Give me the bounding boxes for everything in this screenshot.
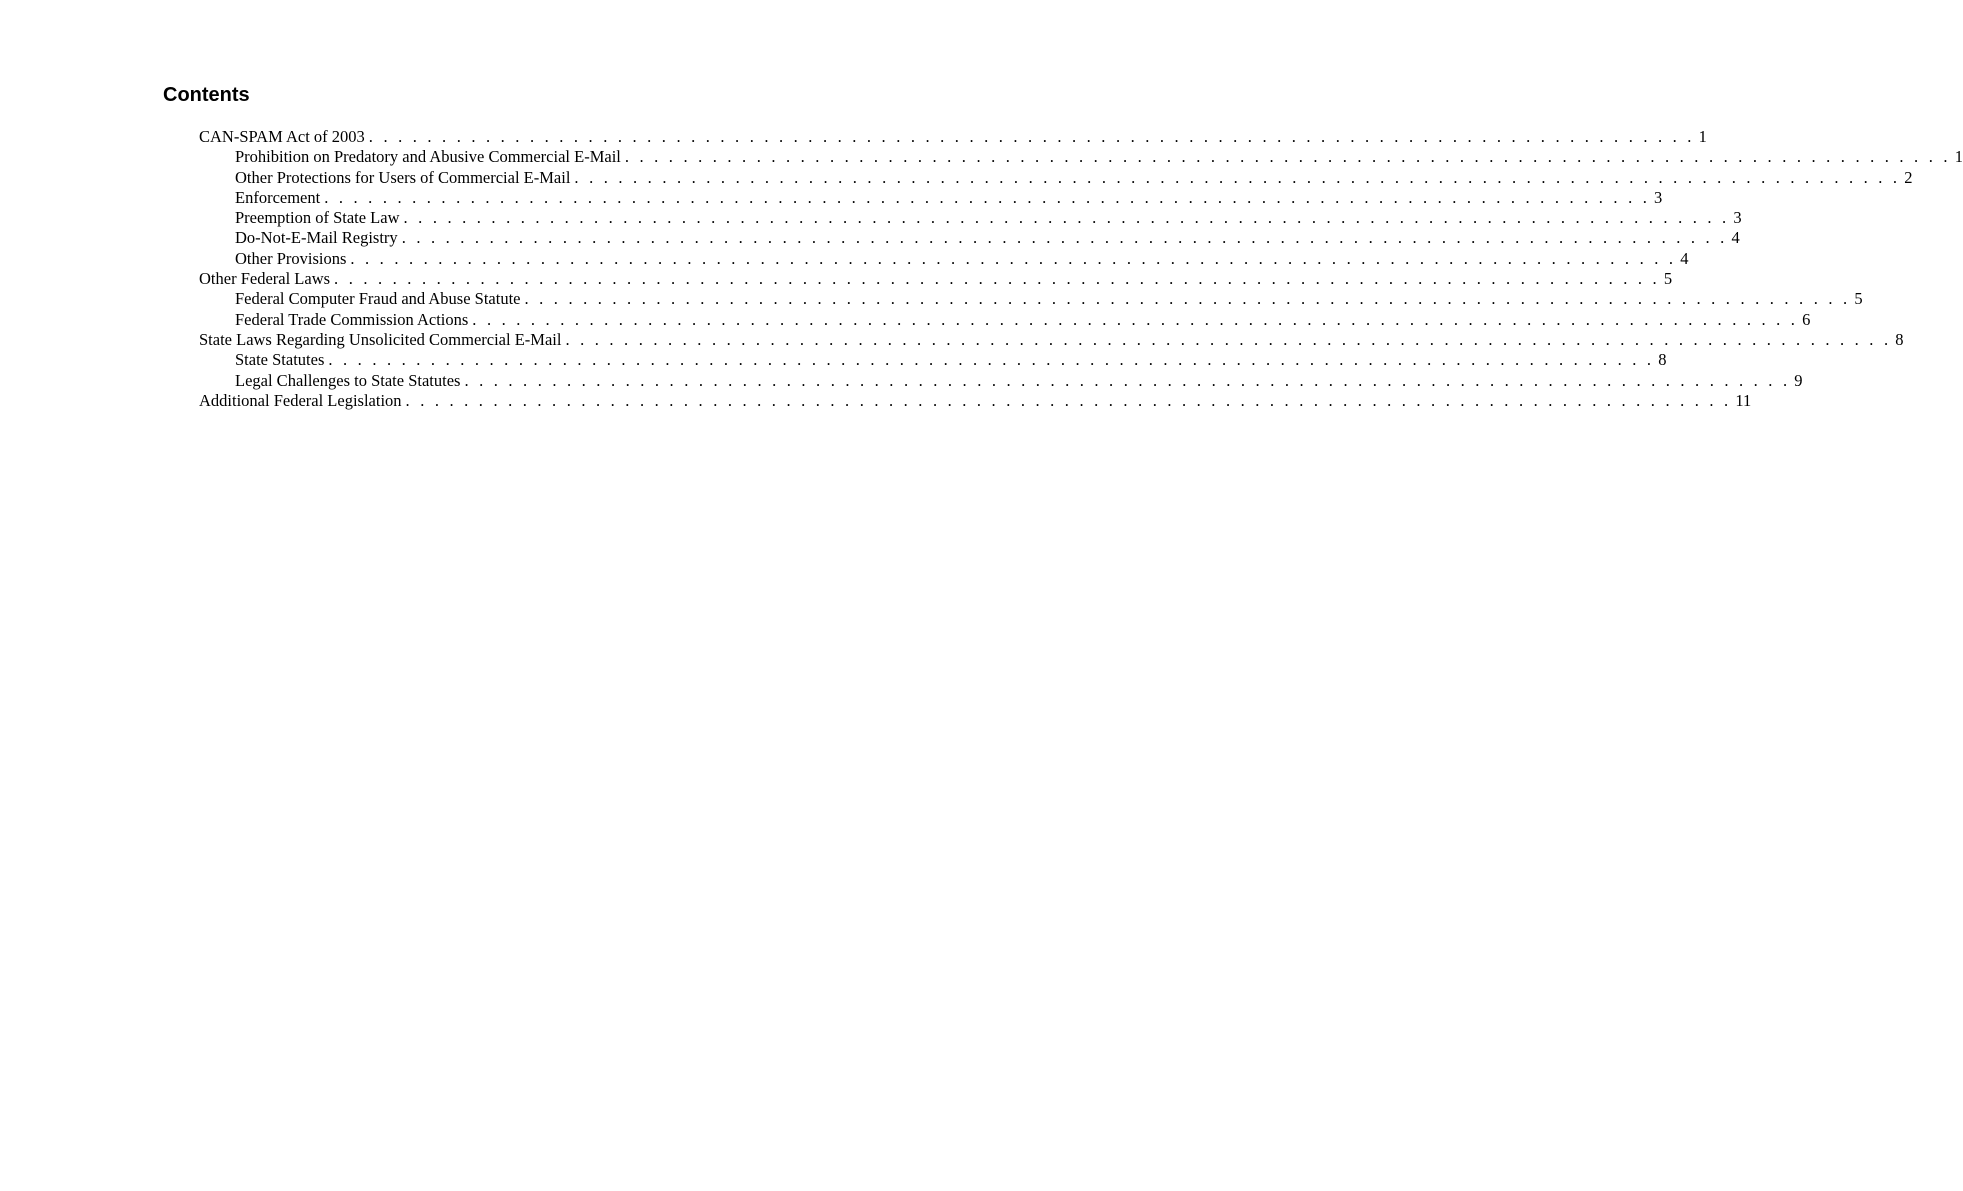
dot-leader: . . . . . . . . . . . . . . . . . . . . . . . . . . . . . . . . . . . . . . . . . . . . . . . . . . . . . . . . . . . . . . . . . . . . . . . . . . . . . . . . . . . . . . . . . . .	[405, 390, 1732, 410]
dot-leader: . . . . . . . . . . . . . . . . . . . . . . . . . . . . . . . . . . . . . . . . . . . . . . . . . . . . . . . . . . . . . . . . . . . . . . . . . . . . . . . . . . . . . . . . . . .	[624, 147, 1951, 167]
toc-entry[interactable]	[199, 370, 1803, 391]
toc-entry-title: Other Federal Laws	[199, 269, 331, 289]
toc-page-number: 1	[1954, 147, 1963, 167]
toc-entry-title: State Statutes	[235, 350, 325, 370]
toc-page-number: 11	[1735, 390, 1752, 410]
toc-entry[interactable]	[199, 329, 1904, 350]
toc-entry-title: Preemption of State Law	[235, 208, 400, 228]
toc-page-number: 8	[1895, 329, 1904, 349]
toc-page-number: 8	[1658, 350, 1667, 370]
toc-page-number: 2	[1904, 167, 1913, 187]
toc-entry-title: Do-Not-E-Mail Registry	[235, 228, 398, 248]
dot-leader: . . . . . . . . . . . . . . . . . . . . . . . . . . . . . . . . . . . . . . . . . . . . . . . . . . . . . . . . . . . . . . . . . . . . . . . . . . . . . . . . . . . . . . . . . . .	[368, 127, 1695, 146]
dot-leader: . . . . . . . . . . . . . . . . . . . . . . . . . . . . . . . . . . . . . . . . . . . . . . . . . . . . . . . . . . . . . . . . . . . . . . . . . . . . . . . . . . . . . . . . . . .	[403, 208, 1730, 228]
toc-entry-title: Federal Trade Commission Actions	[235, 309, 469, 329]
toc-entry[interactable]	[199, 289, 1863, 309]
dot-leader: . . . . . . . . . . . . . . . . . . . . . . . . . . . . . . . . . . . . . . . . . . . . . . . . . . . . . . . . . . . . . . . . . . . . . . . . . . . . . . . . . . . . . . . . . . .	[565, 329, 1892, 349]
toc-entry-title: Other Protections for Users of Commercial E-Mail	[235, 167, 571, 187]
toc-page-number: 9	[1794, 370, 1803, 390]
dot-leader: . . . . . . . . . . . . . . . . . . . . . . . . . . . . . . . . . . . . . . . . . . . . . . . . . . . . . . . . . . . . . . . . . . . . . . . . . . . . . . . . . . . . . . . . . . .	[472, 309, 1799, 329]
table-of-contents	[199, 127, 1963, 411]
toc-entry-title: Legal Challenges to State Statutes	[235, 370, 461, 390]
dot-leader: . . . . . . . . . . . . . . . . . . . . . . . . . . . . . . . . . . . . . . . . . . . . . . . . . . . . . . . . . . . . . . . . . . . . . . . . . . . . . . . . . . . . . . . . . . .	[524, 289, 1851, 309]
toc-entry[interactable]	[199, 309, 1811, 330]
dot-leader: . . . . . . . . . . . . . . . . . . . . . . . . . . . . . . . . . . . . . . . . . . . . . . . . . . . . . . . . . . . . . . . . . . . . . . . . . . . . . . . . . . . . . . . . . . .	[401, 228, 1728, 248]
toc-page-number: 1	[1698, 127, 1707, 146]
toc-page-number: 3	[1654, 187, 1663, 207]
contents-heading: Contents	[163, 84, 250, 106]
toc-page-number: 4	[1680, 248, 1689, 268]
dot-leader: . . . . . . . . . . . . . . . . . . . . . . . . . . . . . . . . . . . . . . . . . . . . . . . . . . . . . . . . . . . . . . . . . . . . . . . . . . . . . . . . . . . . . . . . . . .	[328, 350, 1655, 370]
toc-page-number: 5	[1663, 269, 1673, 289]
toc-entry-title: CAN-SPAM Act of 2003	[199, 127, 365, 146]
toc-entry[interactable]	[199, 167, 1913, 188]
toc-entry-title: Enforcement	[235, 187, 321, 207]
toc-page-number: 6	[1802, 309, 1811, 329]
dot-leader: . . . . . . . . . . . . . . . . . . . . . . . . . . . . . . . . . . . . . . . . . . . . . . . . . . . . . . . . . . . . . . . . . . . . . . . . . . . . . . . . . . . . . . . . . . .	[464, 370, 1791, 390]
toc-page-number: 3	[1733, 208, 1742, 228]
toc-page-number: 5	[1854, 289, 1863, 309]
toc-entry[interactable]	[199, 127, 1707, 147]
toc-entry-title: Federal Computer Fraud and Abuse Statute	[235, 289, 521, 309]
toc-entry[interactable]	[199, 269, 1673, 289]
toc-entry-title: Prohibition on Predatory and Abusive Commercial E-Mail	[235, 147, 621, 167]
dot-leader: . . . . . . . . . . . . . . . . . . . . . . . . . . . . . . . . . . . . . . . . . . . . . . . . . . . . . . . . . . . . . . . . . . . . . . . . . . . . . . . . . . . . . . . . . . .	[574, 167, 1901, 187]
toc-entry[interactable]	[199, 187, 1663, 208]
dot-leader: . . . . . . . . . . . . . . . . . . . . . . . . . . . . . . . . . . . . . . . . . . . . . . . . . . . . . . . . . . . . . . . . . . . . . . . . . . . . . . . . . . . . . . . . . . .	[334, 269, 1660, 289]
toc-page-number: 4	[1731, 228, 1740, 248]
toc-entry[interactable]	[199, 228, 1740, 248]
dot-leader: . . . . . . . . . . . . . . . . . . . . . . . . . . . . . . . . . . . . . . . . . . . . . . . . . . . . . . . . . . . . . . . . . . . . . . . . . . . . . . . . . . . . . . . . . . .	[324, 187, 1651, 207]
toc-entry-title: State Laws Regarding Unsolicited Commercial E-Mail	[199, 329, 562, 349]
toc-entry-title: Additional Federal Legislation	[199, 390, 402, 410]
toc-entry[interactable]	[199, 147, 1963, 167]
toc-entry-title: Other Provisions	[235, 248, 347, 268]
toc-entry[interactable]	[199, 248, 1689, 269]
toc-entry[interactable]	[199, 208, 1742, 228]
dot-leader: . . . . . . . . . . . . . . . . . . . . . . . . . . . . . . . . . . . . . . . . . . . . . . . . . . . . . . . . . . . . . . . . . . . . . . . . . . . . . . . . . . . . . . . . . . .	[350, 248, 1677, 268]
toc-entry[interactable]	[199, 390, 1752, 411]
toc-entry[interactable]	[199, 350, 1667, 370]
